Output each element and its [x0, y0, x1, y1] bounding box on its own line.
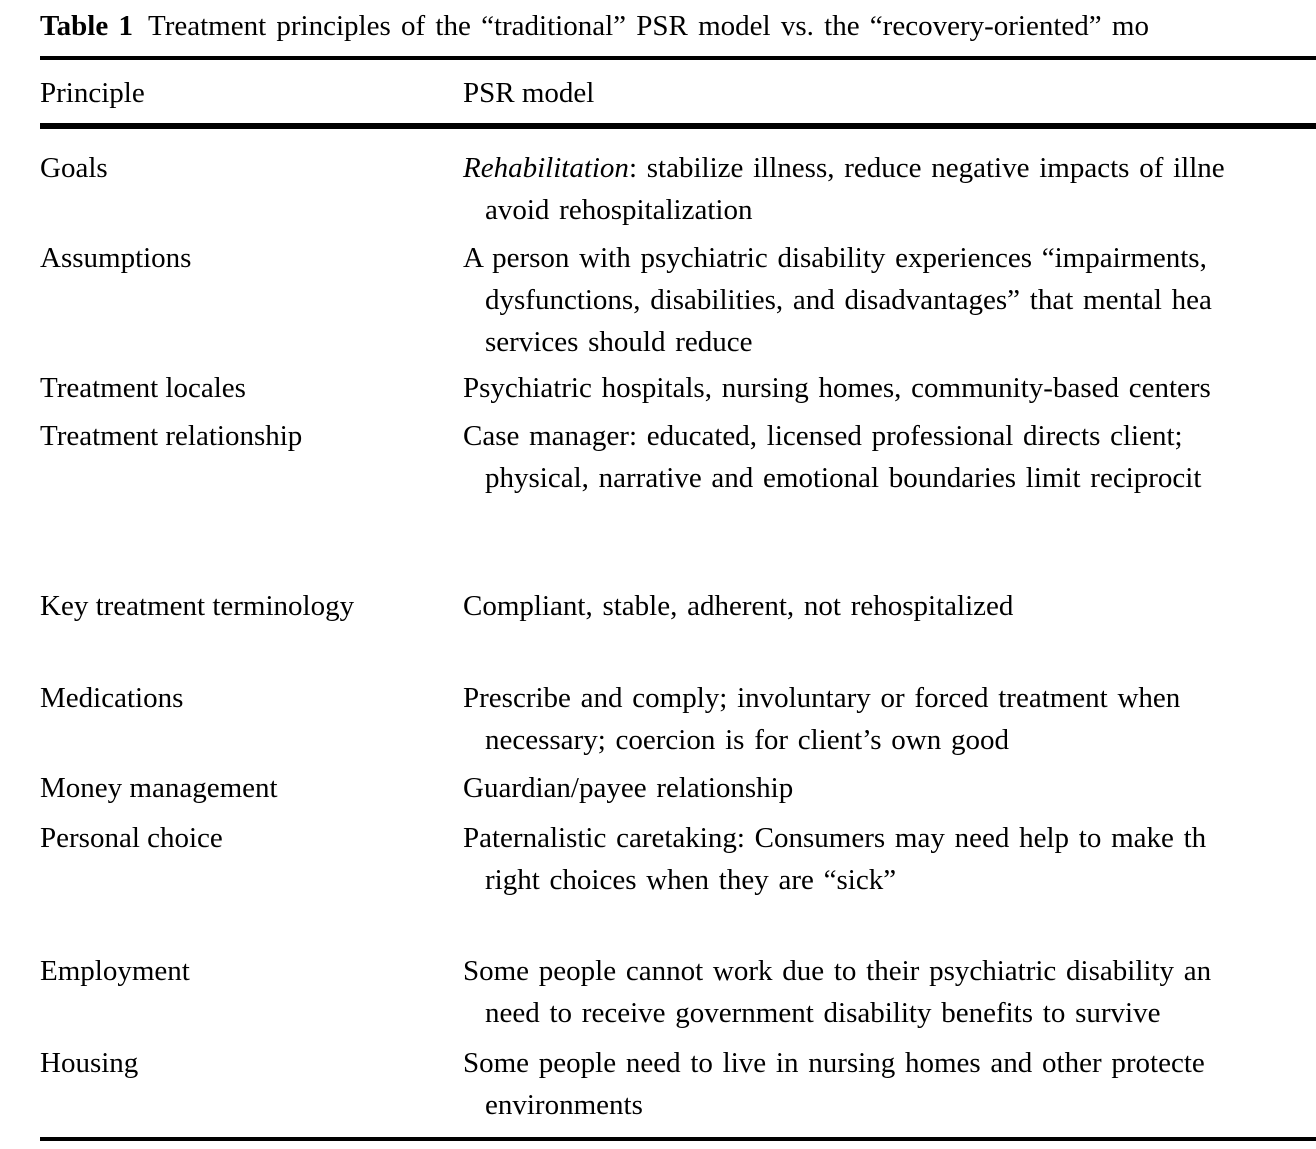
italic-term: Rehabilitation — [463, 152, 629, 184]
principle-cell: Assumptions — [40, 242, 192, 274]
psr-model-cell — [463, 237, 1316, 363]
table-row — [40, 415, 1316, 499]
psr-model-cell — [463, 415, 1316, 499]
psr-line: Guardian/payee relationship — [463, 772, 794, 804]
table-row — [40, 585, 1316, 627]
psr-model-cell — [463, 950, 1316, 1034]
principle-cell: Employment — [40, 955, 190, 987]
table-header-row — [40, 60, 1316, 114]
psr-model-cell — [463, 585, 1316, 627]
table-row — [40, 767, 1316, 809]
psr-line: Some people need to live in nursing homes and other protecte — [463, 1047, 1205, 1079]
psr-line: Prescribe and comply; involuntary or forced treatment when — [463, 682, 1181, 714]
principle-cell: Key treatment terminology — [40, 590, 355, 622]
psr-line-continuation: environments — [485, 1089, 643, 1121]
psr-line: Case manager: educated, licensed professional directs client; — [463, 420, 1183, 452]
psr-model-cell — [463, 1042, 1316, 1126]
psr-line: Rehabilitation: stabilize illness, reduce negative impacts of illne — [463, 152, 1225, 184]
principle-cell: Treatment relationship — [40, 420, 303, 452]
principle-cell: Housing — [40, 1047, 139, 1079]
table-row — [40, 817, 1316, 901]
principle-cell: Treatment locales — [40, 372, 246, 404]
table-caption-label: Table 1 — [40, 10, 133, 42]
table-row — [40, 950, 1316, 1034]
psr-line: Some people cannot work due to their psychiatric disability an — [463, 955, 1212, 987]
psr-model-cell — [463, 767, 1316, 809]
psr-line-continuation: dysfunctions, disabilities, and disadvantages” that mental hea — [485, 284, 1212, 316]
psr-model-cell — [463, 147, 1316, 231]
principle-cell: Goals — [40, 152, 108, 184]
table-row — [40, 1042, 1316, 1126]
psr-line-continuation: right choices when they are “sick” — [485, 864, 897, 896]
psr-model-cell — [463, 817, 1316, 901]
table-row — [40, 237, 1316, 363]
table-row — [40, 147, 1316, 231]
principle-cell: Money management — [40, 772, 278, 804]
psr-line: Paternalistic caretaking: Consumers may need help to make th — [463, 822, 1207, 854]
table-body — [40, 129, 1316, 1126]
psr-line: Psychiatric hospitals, nursing homes, community-based centers — [463, 372, 1211, 404]
psr-line-continuation: services should reduce — [485, 326, 753, 358]
column-header-psr-model: PSR model — [463, 77, 595, 109]
table-row — [40, 367, 1316, 409]
column-header-principle: Principle — [40, 77, 145, 109]
psr-line-continuation: physical, narrative and emotional boundaries limit reciprocit — [485, 462, 1202, 494]
psr-line: Compliant, stable, adherent, not rehospitalized — [463, 590, 1014, 622]
psr-model-cell — [463, 677, 1316, 761]
table-row — [40, 677, 1316, 761]
psr-line-continuation: avoid rehospitalization — [485, 194, 753, 226]
psr-line-continuation: necessary; coercion is for client’s own good — [485, 724, 1009, 756]
psr-line-continuation: need to receive government disability benefits to survive — [485, 997, 1161, 1029]
principle-cell: Personal choice — [40, 822, 223, 854]
table-caption-text: Treatment principles of the “traditional” PSR model vs. the “recovery-oriented” mo — [148, 10, 1149, 42]
table-caption — [40, 0, 1316, 46]
psr-line: A person with psychiatric disability experiences “impairments, — [463, 242, 1207, 274]
table-bottom-rule — [40, 1137, 1316, 1141]
principle-cell: Medications — [40, 682, 184, 714]
psr-model-cell — [463, 367, 1316, 409]
